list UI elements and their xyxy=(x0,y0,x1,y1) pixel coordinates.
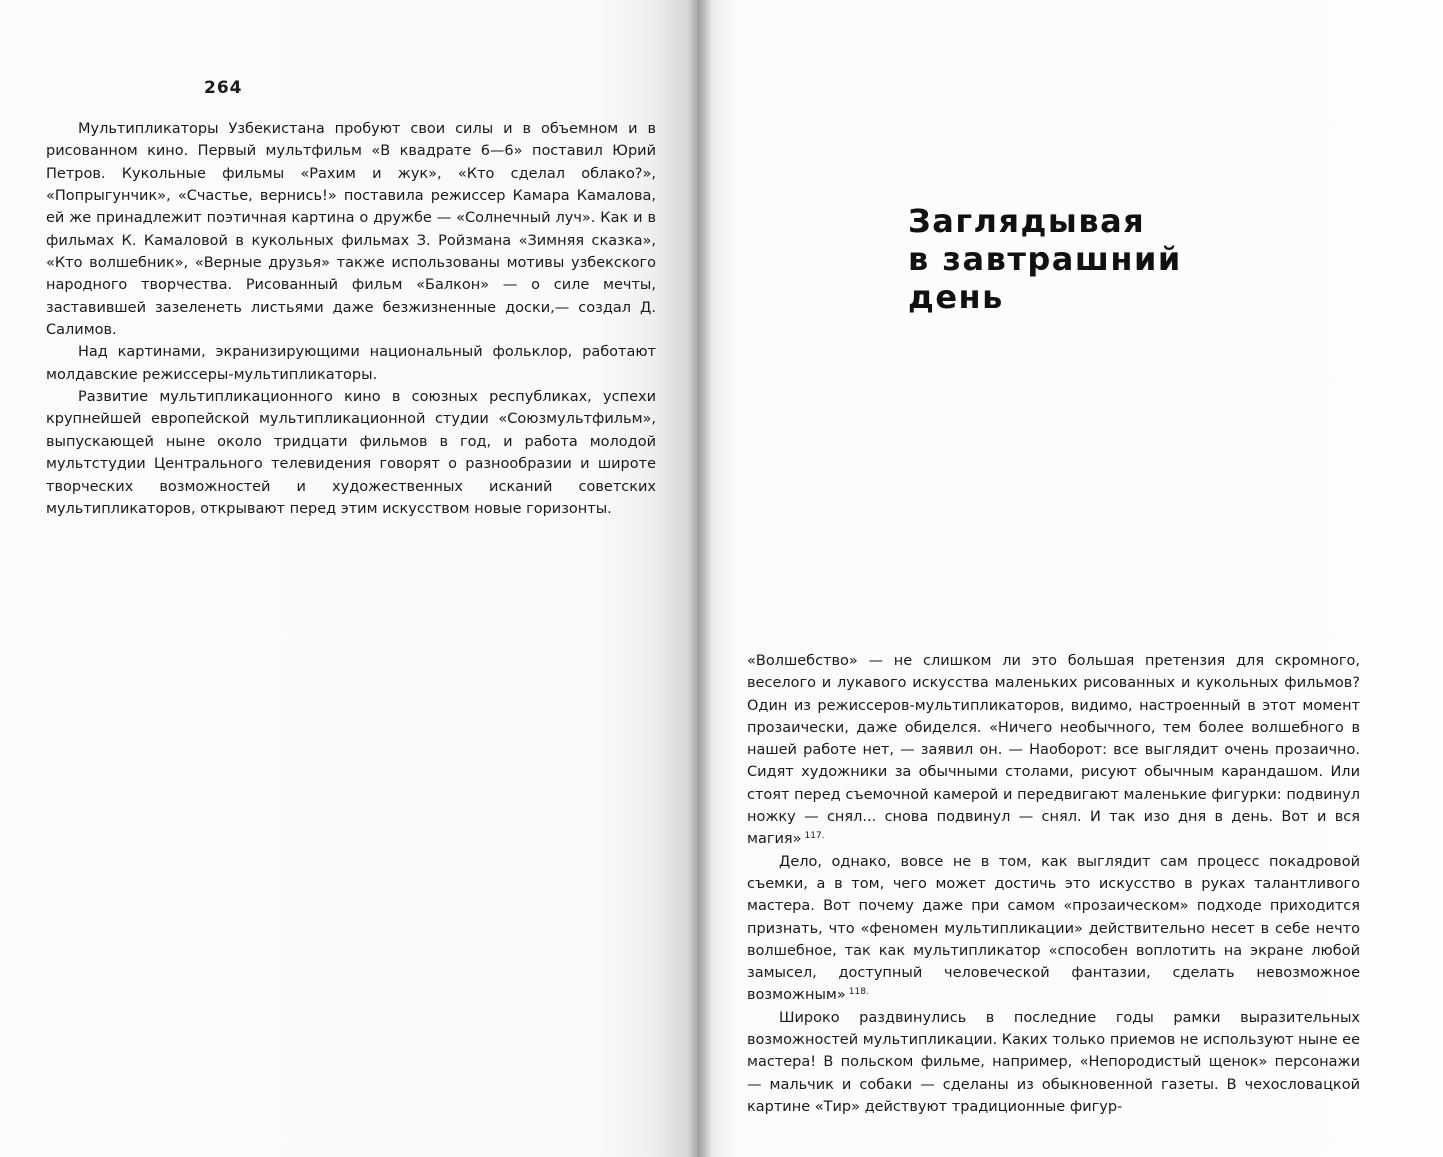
left-paragraph-2: Над картинами, экранизирующими национальный фольклор, работают молдавские режиссеры-мультипликаторы. xyxy=(46,344,656,383)
left-paragraph-3: Развитие мультипликационного кино в союзных республиках, успехи крупнейшей европейской мультипликационной студии «Союзмультфильм», выпускающей ныне около тридцати фильмов в год, и работа молодой мультстудии Центрального телевидения говорят о разнообразии и широте творческих возможностей и художественных исканий советских мультипликаторов, открывают перед этим искусством новые горизонты. xyxy=(46,389,656,517)
left-paragraph-1: Мультипликаторы Узбекистана пробуют свои силы и в объемном и в рисованном кино. Первый мультфильм «В квадрате 6—6» поставил Юрий Петров. Кукольные фильмы «Рахим и жук», «Кто сделал облако?», «Попрыгунчик», «Счастье, вернись!» поставила режиссер Камара Камалова, ей же принадлежит поэтичная картина о дружбе — «Солнечный луч». Как и в фильмах К. Камаловой в кукольных фильмах З. Ройзмана «Зимняя сказка», «Кто волшебник», «Верные друзья» также использованы мотивы узбекского народного творчества. Рисованный фильм «Балкон» — о силе мечты, заставившей зазеленеть листьями даже безжизненные доски,— создал Д. Салимов. xyxy=(46,121,656,339)
left-page xyxy=(0,0,700,1157)
right-paragraph-1 xyxy=(747,650,1360,851)
book-gutter-shadow xyxy=(688,0,712,1157)
right-paragraph-3-text: Широко раздвинулись в последние годы рамки выразительных возможностей мультипликации. Каких только приемов не используют ныне ее мастера! В польском фильме, например, «Непородистый щенок» персонажи — мальчик и собаки — сделаны из обыкновенной газеты. В чехословацкой картине «Тир» действуют традиционные фигур- xyxy=(747,1009,1360,1115)
right-paragraph-1-text: «Волшебство» — не слишком ли это большая претензия для скромного, веселого и лукавого искусства маленьких рисованных и кукольных фильмов? Один из режиссеров-мультипликаторов, видимо, настроенный в этот момент прозаически, даже обиделся. «Ничего необычного, тем более волшебного в нашей работе нет, — заявил он. — Наоборот: все выглядит очень прозаично. Сидят художники за обычными столами, рисуют обычным карандашом. Или стоят перед съемочной камерой и передвигают маленькие фигурки: подвинул ножку — снял... снова подвинул — снял. И так изо дня в день. Вот и вся магия» xyxy=(747,653,1360,848)
page-number: 264 xyxy=(204,78,243,98)
chapter-title xyxy=(908,202,1288,316)
right-page-body xyxy=(747,650,1360,1118)
right-paragraph-2 xyxy=(747,851,1360,1007)
chapter-title-line-3: день xyxy=(908,278,1004,316)
footnote-ref-118: 118. xyxy=(848,986,869,997)
left-page-body xyxy=(46,118,656,520)
chapter-title-line-1: Заглядывая xyxy=(908,202,1146,240)
footnote-ref-117: 117. xyxy=(804,830,825,841)
right-paragraph-2-text: Дело, однако, вовсе не в том, как выглядит сам процесс покадровой съемки, а в том, чего может достичь это искусство в руках талантливого мастера. Вот почему даже при самом «прозаическом» подходе приходится признать, что «феномен мультипликации» действительно несет в себе нечто волшебное, так как мультипликатор «способен воплотить на экране любой замысел, доступный человеческой фантазии, сделать невозможное возможным» xyxy=(747,853,1360,1004)
right-paragraph-3 xyxy=(747,1007,1360,1118)
chapter-title-line-2: в завтрашний xyxy=(908,240,1182,278)
